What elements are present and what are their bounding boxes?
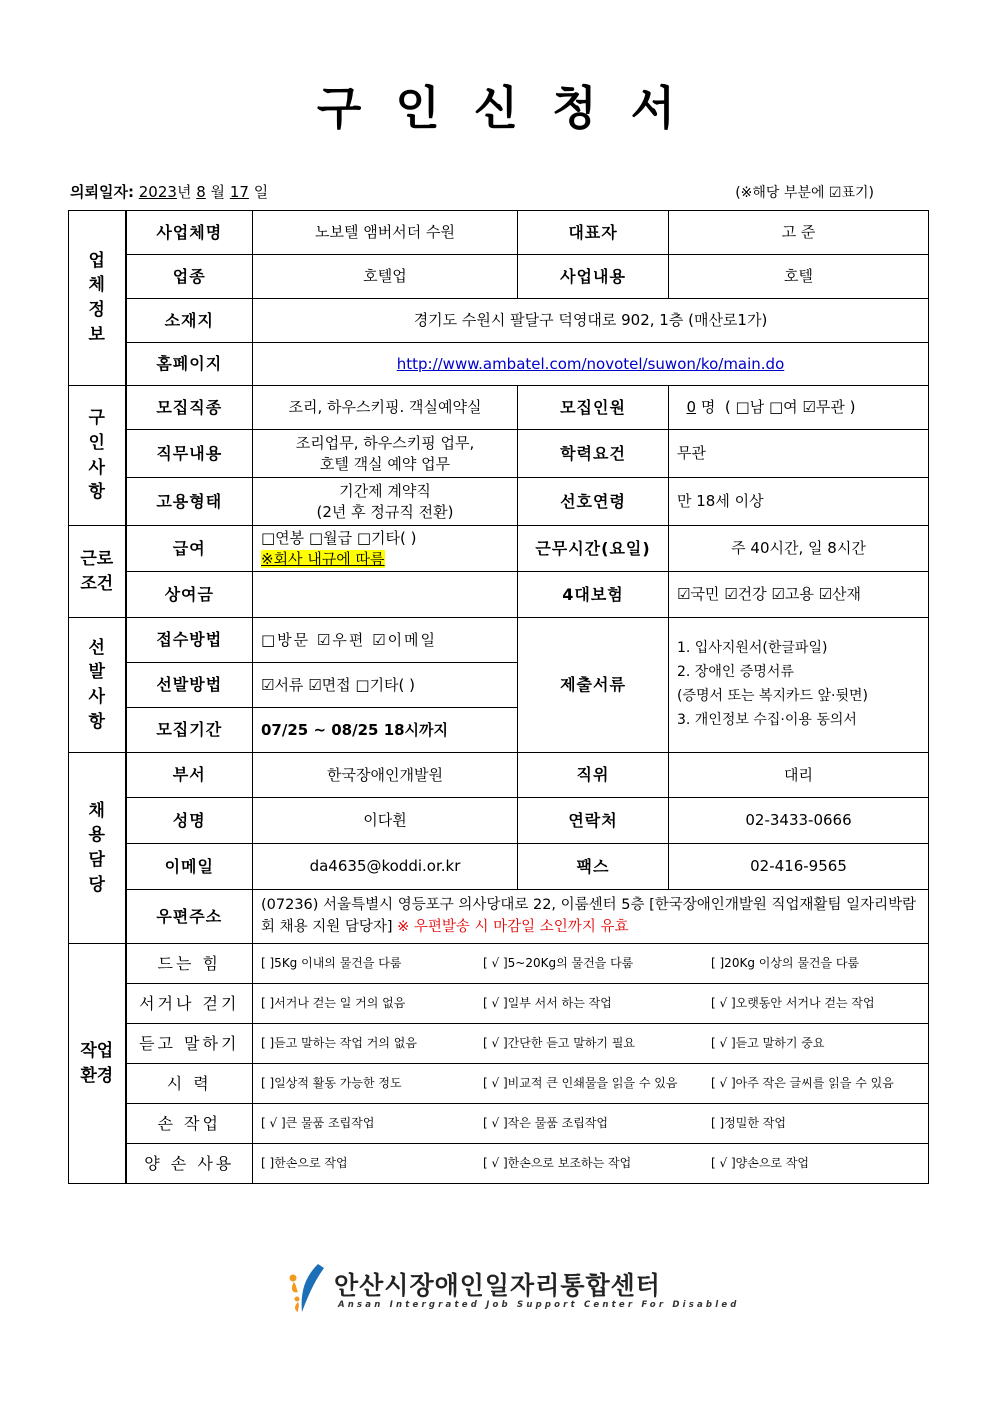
- request-year-unit: 년: [176, 183, 192, 201]
- section-recruit: [69, 386, 126, 526]
- ceo-value: 고 준: [669, 211, 929, 255]
- pay-label: 급여: [126, 526, 253, 572]
- env-option: [ ]듣고 말하는 작업 거의 없음: [261, 1035, 417, 1050]
- age-value: 만 18세 이상: [669, 478, 929, 526]
- type-line-2: (2년 후 정규직 전환): [316, 502, 454, 521]
- job-label: 모집직종: [126, 386, 253, 430]
- docs-item-4: 3. 개인정보 수집·이용 동의서: [677, 711, 857, 728]
- env-option: [ ]5Kg 이내의 물건을 다룸: [261, 955, 402, 970]
- env-label-lifting: 드는 힘: [126, 944, 253, 984]
- env-option: [ ]한손으로 작업: [261, 1155, 348, 1170]
- env-label-handwork: 손 작업: [126, 1104, 253, 1144]
- env-option: [ √ ]일부 서서 하는 작업: [483, 995, 612, 1010]
- insurance-label: 4대보험: [518, 572, 669, 618]
- section-conditions: [69, 526, 126, 618]
- env-option: [ √ ]양손으로 작업: [711, 1155, 810, 1170]
- env-options-standing: [261, 996, 924, 1012]
- env-option: [ ]서거나 걷는 일 거의 없음: [261, 995, 406, 1010]
- count-label: 모집인원: [518, 386, 669, 430]
- count-unit: 명: [700, 398, 716, 417]
- dept-label: 부서: [126, 753, 253, 798]
- env-option: [ √ ]큰 물품 조립작업: [261, 1115, 375, 1130]
- docs-item-2: 2. 장애인 증명서류: [677, 664, 794, 681]
- company-name-label: 사업체명: [126, 211, 253, 255]
- env-options-handwork: [261, 1116, 924, 1132]
- env-option: [ √ ]작은 물품 조립작업: [483, 1115, 609, 1130]
- check-note: (※해당 부분에 ☑표기): [735, 185, 874, 201]
- type-line-1: 기간제 계약직: [339, 482, 431, 501]
- env-option: [ ]20Kg 이상의 물건을 다룸: [711, 955, 860, 970]
- position-value: 대리: [669, 753, 929, 798]
- section-selection-label: 선발사항: [88, 637, 105, 732]
- dept-value: 한국장애인개발원: [253, 753, 518, 798]
- insurance-value: ☑국민 ☑건강 ☑고용 ☑산재: [669, 572, 929, 618]
- logo-icon: [284, 1262, 330, 1314]
- footer-logo: [284, 1262, 740, 1314]
- homepage-link[interactable]: http://www.ambatel.com/novotel/suwon/ko/main.do: [396, 354, 785, 373]
- bonus-value: [253, 572, 518, 618]
- pay-value: [253, 526, 518, 572]
- request-month: 8: [196, 183, 206, 201]
- job-value: 조리, 하우스키핑. 객실예약실: [253, 386, 518, 430]
- business-label: 사업내용: [518, 255, 669, 299]
- env-label-standing: 서거나 걷기: [126, 984, 253, 1024]
- env-option: [ √ ]듣고 말하기 중요: [711, 1035, 825, 1050]
- period-value: 07/25 ~ 08/25 18시까지: [253, 708, 518, 753]
- page-title: 구인신청서: [316, 81, 710, 135]
- phone-value: 02-3433-0666: [669, 798, 929, 844]
- env-label-hearing: 듣고 말하기: [126, 1024, 253, 1064]
- request-month-unit: 월: [210, 183, 226, 201]
- request-year: 2023: [138, 183, 177, 201]
- count-value: [669, 386, 929, 430]
- homepage-label: 홈페이지: [126, 343, 253, 386]
- request-date-label: 의뢰일자:: [70, 183, 134, 201]
- company-name: 노보텔 앰버서더 수원: [253, 211, 518, 255]
- section-contact: [69, 753, 126, 944]
- docs-list: [669, 618, 929, 753]
- env-option: [ √ ]한손으로 보조하는 작업: [483, 1155, 632, 1170]
- docs-label: 제출서류: [518, 618, 669, 753]
- type-value: [253, 478, 518, 526]
- method-value: ☑서류 ☑면접 □기타( ): [253, 663, 518, 708]
- edu-value: 무관: [669, 430, 929, 478]
- post-label: 우편주소: [126, 890, 253, 944]
- method-label: 선발방법: [126, 663, 253, 708]
- address-value: 경기도 수원시 팔달구 덕영대로 902, 1층 (매산로1가): [253, 299, 929, 343]
- pay-options: □연봉 □월급 □기타( ): [261, 529, 417, 548]
- edu-label: 학력요건: [518, 430, 669, 478]
- fax-label: 팩스: [518, 844, 669, 890]
- env-options-hands: [261, 1156, 924, 1172]
- age-label: 선호연령: [518, 478, 669, 526]
- position-label: 직위: [518, 753, 669, 798]
- post-note: ※ 우편발송 시 마감일 소인까지 유효: [392, 918, 629, 935]
- fax-value: 02-416-9565: [669, 844, 929, 890]
- env-option: [ √ ]5~20Kg의 물건을 다룸: [483, 955, 634, 970]
- contact-name-label: 성명: [126, 798, 253, 844]
- count-gender: ( □남 □여 ☑무관 ): [724, 398, 856, 417]
- post-value: [253, 890, 929, 944]
- industry-value: 호텔업: [253, 255, 518, 299]
- contact-name-value: 이다휜: [253, 798, 518, 844]
- hours-label: 근무시간(요일): [518, 526, 669, 572]
- pay-note: ※회사 내규에 따름: [261, 549, 385, 568]
- request-date: [70, 181, 268, 202]
- env-option: [ ]일상적 활동 가능한 정도: [261, 1075, 402, 1090]
- request-day: 17: [229, 183, 249, 201]
- env-option: [ √ ]오랫동안 서거나 걷는 작업: [711, 995, 875, 1010]
- section-environment-label: 작업환경: [80, 1040, 114, 1086]
- env-options-hearing: [261, 1036, 924, 1052]
- type-label: 고용형태: [126, 478, 253, 526]
- receive-label: 접수방법: [126, 618, 253, 663]
- business-value: 호텔: [669, 255, 929, 299]
- env-label-vision: 시 력: [126, 1064, 253, 1104]
- period-label: 모집기간: [126, 708, 253, 753]
- env-option: [ ]정밀한 작업: [711, 1115, 786, 1130]
- docs-item-3: (증명서 또는 복지카드 앞·뒷면): [677, 688, 869, 704]
- count-number: 0: [686, 398, 697, 417]
- industry-label: 업종: [126, 255, 253, 299]
- section-company: [69, 211, 126, 386]
- section-contact-label: 채용담당: [88, 800, 105, 895]
- duty-label: 직무내용: [126, 430, 253, 478]
- post-address: (07236) 서울특별시 영등포구 의사당대로 22, 이룸센터 5층 [한국장애인개발원 직업재활팀 일자리박람회 채용 지원 담당자]: [261, 896, 917, 935]
- hours-value: 주 40시간, 일 8시간: [669, 526, 929, 572]
- duty-value: [253, 430, 518, 478]
- duty-line-1: 조리업무, 하우스키핑 업무,: [295, 434, 475, 453]
- phone-label: 연락처: [518, 798, 669, 844]
- env-options-vision: [261, 1076, 924, 1092]
- email-value: da4635@koddi.or.kr: [253, 844, 518, 890]
- section-company-label: 업체정보: [88, 250, 105, 345]
- ceo-label: 대표자: [518, 211, 669, 255]
- footer-org-name: 안산시장애인일자리통합센터: [334, 1271, 661, 1300]
- section-conditions-label: 근로조건: [80, 548, 114, 594]
- section-environment: [69, 944, 126, 1184]
- docs-item-1: 1. 입사지원서(한글파일): [677, 640, 828, 657]
- env-label-hands: 양 손 사용: [126, 1144, 253, 1184]
- env-option: [ √ ]아주 작은 글씨를 읽을 수 있음: [711, 1075, 894, 1090]
- bonus-label: 상여금: [126, 572, 253, 618]
- email-label: 이메일: [126, 844, 253, 890]
- env-options-lifting: [261, 956, 924, 972]
- address-label: 소재지: [126, 299, 253, 343]
- section-recruit-label: 구인사항: [88, 408, 105, 503]
- section-selection: [69, 618, 126, 753]
- duty-line-2: 호텔 객실 예약 업무: [319, 454, 451, 473]
- application-form: [68, 210, 929, 1184]
- receive-value: □방문 ☑우편 ☑이메일: [253, 618, 518, 663]
- footer-org-name-en: Ansan Intergrated Job Support Center For Disabled: [338, 1300, 740, 1310]
- request-day-unit: 일: [253, 183, 269, 201]
- env-option: [ √ ]간단한 듣고 말하기 필요: [483, 1035, 636, 1050]
- env-option: [ √ ]비교적 큰 인쇄물을 읽을 수 있음: [483, 1075, 678, 1090]
